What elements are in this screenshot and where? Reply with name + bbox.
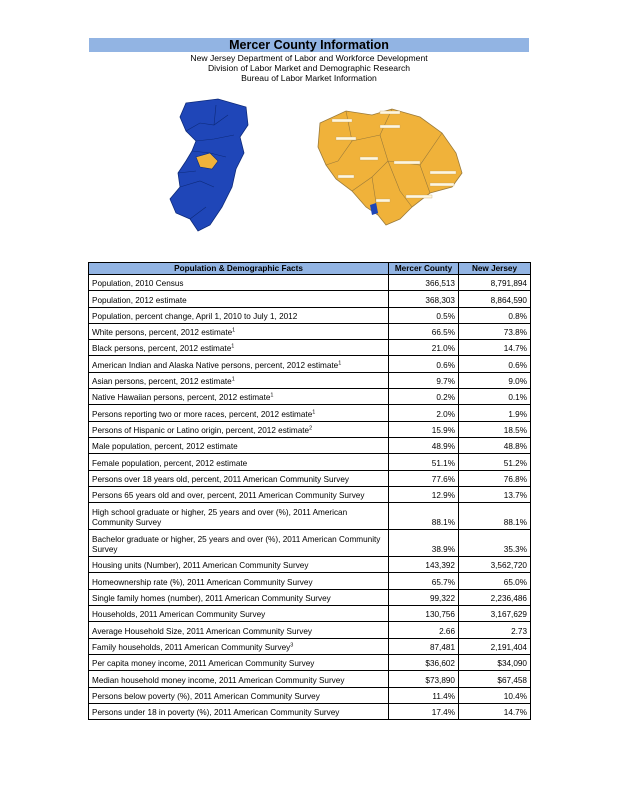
column-header-mercer: Mercer County [389, 263, 459, 275]
fact-label [89, 589, 389, 605]
table-row [89, 437, 531, 453]
fact-label-text: Homeownership rate (%), 2011 American Community Survey [92, 577, 313, 587]
fact-label-text: Housing units (Number), 2011 American Community Survey [92, 561, 309, 571]
fact-label [89, 671, 389, 687]
fact-label-text: Persons 65 years old and over, percent, 2011 American Community Survey [92, 491, 365, 501]
new-jersey-value: 13.7% [459, 486, 531, 502]
fact-label [89, 530, 389, 557]
fact-label-text: Population, percent change, April 1, 2010 to July 1, 2012 [92, 311, 298, 321]
mercer-value: 38.9% [389, 530, 459, 557]
mercer-value: 87,481 [389, 638, 459, 654]
new-jersey-value: 9.0% [459, 372, 531, 388]
new-jersey-value: 3,562,720 [459, 557, 531, 573]
mercer-value: 143,392 [389, 557, 459, 573]
demographic-facts-table [88, 262, 531, 720]
fact-label [89, 405, 389, 421]
fact-label [89, 606, 389, 622]
new-jersey-value: 14.7% [459, 340, 531, 356]
mercer-value: 366,513 [389, 275, 459, 291]
table-row [89, 530, 531, 557]
new-jersey-value: 3,167,629 [459, 606, 531, 622]
mercer-value: 11.4% [389, 687, 459, 703]
table-row [89, 372, 531, 388]
table-row [89, 389, 531, 405]
fact-label [89, 356, 389, 372]
footnote-marker: 1 [338, 360, 342, 367]
fact-label-text: Per capita money income, 2011 American Community Survey [92, 659, 315, 669]
new-jersey-value: 76.8% [459, 470, 531, 486]
new-jersey-value: 8,864,590 [459, 291, 531, 307]
fact-label-text: Persons over 18 years old, percent, 2011 American Community Survey [92, 474, 349, 484]
fact-label [89, 389, 389, 405]
table-row [89, 606, 531, 622]
fact-label [89, 557, 389, 573]
fact-label [89, 291, 389, 307]
fact-label-text: High school graduate or higher, 25 years and over (%), 2011 American Community Survey [92, 508, 348, 528]
new-jersey-value: $34,090 [459, 654, 531, 670]
fact-label-text: Persons under 18 in poverty (%), 2011 American Community Survey [92, 708, 340, 718]
mercer-value: 2.0% [389, 405, 459, 421]
new-jersey-value: 0.6% [459, 356, 531, 372]
table-row [89, 503, 531, 530]
new-jersey-value: 88.1% [459, 503, 531, 530]
footnote-marker: 1 [231, 343, 235, 350]
new-jersey-state-map [170, 99, 248, 231]
column-header-facts: Population & Demographic Facts [89, 263, 389, 275]
table-row [89, 421, 531, 437]
footnote-marker: 2 [309, 425, 313, 432]
table-row [89, 340, 531, 356]
new-jersey-value: 1.9% [459, 405, 531, 421]
new-jersey-value: 0.8% [459, 307, 531, 323]
fact-label [89, 573, 389, 589]
footnote-marker: 3 [290, 642, 294, 649]
fact-label [89, 372, 389, 388]
table-header-row [89, 263, 531, 275]
mercer-value: 368,303 [389, 291, 459, 307]
column-header-new-jersey: New Jersey [459, 263, 531, 275]
fact-label [89, 275, 389, 291]
fact-label-text: Households, 2011 American Community Survey [92, 610, 266, 620]
fact-label [89, 454, 389, 470]
fact-label-text: Population, 2010 Census [92, 279, 184, 289]
fact-label [89, 307, 389, 323]
footnote-marker: 1 [231, 376, 235, 383]
subtitle-line-2: Division of Labor Market and Demographic Research [207, 63, 411, 73]
new-jersey-value: 48.8% [459, 437, 531, 453]
fact-label [89, 340, 389, 356]
mercer-value: 15.9% [389, 421, 459, 437]
fact-label-text: Native Hawaiian persons, percent, 2012 estimate [92, 393, 271, 403]
table-row [89, 454, 531, 470]
mercer-value: 48.9% [389, 437, 459, 453]
new-jersey-value: 14.7% [459, 703, 531, 719]
table-row [89, 291, 531, 307]
fact-label-text: Family households, 2011 American Community Survey [92, 642, 291, 652]
fact-label-text: Single family homes (number), 2011 American Community Survey [92, 594, 331, 604]
new-jersey-value: 2,236,486 [459, 589, 531, 605]
mercer-county-map [318, 109, 462, 225]
fact-label [89, 622, 389, 638]
footnote-marker: 1 [312, 408, 316, 415]
table-row [89, 307, 531, 323]
maps-area [0, 95, 618, 235]
fact-label-text: White persons, percent, 2012 estimate [92, 328, 233, 338]
mercer-value: 0.6% [389, 356, 459, 372]
fact-label [89, 687, 389, 703]
table-row [89, 638, 531, 654]
new-jersey-value: 65.0% [459, 573, 531, 589]
mercer-value: 0.5% [389, 307, 459, 323]
mercer-value: $73,890 [389, 671, 459, 687]
fact-label-text: Persons below poverty (%), 2011 American Community Survey [92, 691, 320, 701]
fact-label-text: Persons reporting two or more races, percent, 2012 estimate [92, 409, 313, 419]
footnote-marker: 1 [232, 327, 236, 334]
fact-label [89, 654, 389, 670]
mercer-value: 2.66 [389, 622, 459, 638]
new-jersey-value: 10.4% [459, 687, 531, 703]
new-jersey-value: 73.8% [459, 323, 531, 339]
table-row [89, 323, 531, 339]
fact-label-text: Female population, percent, 2012 estimate [92, 458, 248, 468]
table-row [89, 703, 531, 719]
fact-label-text: Persons of Hispanic or Latino origin, percent, 2012 estimate [92, 425, 310, 435]
new-jersey-value: 8,791,894 [459, 275, 531, 291]
new-jersey-value: 18.5% [459, 421, 531, 437]
new-jersey-value: 2,191,404 [459, 638, 531, 654]
subtitle-line-3: Bureau of Labor Market Information [241, 73, 377, 83]
table-row [89, 486, 531, 502]
mercer-value: 77.6% [389, 470, 459, 486]
new-jersey-value: 35.3% [459, 530, 531, 557]
mercer-value: 66.5% [389, 323, 459, 339]
table-row [89, 470, 531, 486]
mercer-value: 130,756 [389, 606, 459, 622]
table-row [89, 622, 531, 638]
fact-label [89, 638, 389, 654]
table-row [89, 356, 531, 372]
footnote-marker: 1 [270, 392, 274, 399]
fact-label [89, 323, 389, 339]
table-row [89, 573, 531, 589]
fact-label-text: Asian persons, percent, 2012 estimate [92, 377, 232, 387]
new-jersey-value: 0.1% [459, 389, 531, 405]
fact-label [89, 437, 389, 453]
new-jersey-value: 51.2% [459, 454, 531, 470]
fact-label [89, 486, 389, 502]
fact-label-text: American Indian and Alaska Native persons, percent, 2012 estimate [92, 360, 339, 370]
fact-label-text: Median household money income, 2011 American Community Survey [92, 675, 345, 685]
page-title: Mercer County Information [89, 38, 529, 52]
table-row [89, 557, 531, 573]
table-row [89, 275, 531, 291]
table-row [89, 405, 531, 421]
mercer-value: 21.0% [389, 340, 459, 356]
mercer-value: 0.2% [389, 389, 459, 405]
table-row [89, 671, 531, 687]
subtitle-line-1: New Jersey Department of Labor and Workforce Development [190, 53, 428, 63]
fact-label-text: Average Household Size, 2011 American Community Survey [92, 626, 312, 636]
mercer-value: 99,322 [389, 589, 459, 605]
fact-label [89, 503, 389, 530]
table-row [89, 589, 531, 605]
mercer-value: 88.1% [389, 503, 459, 530]
mercer-value: 17.4% [389, 703, 459, 719]
fact-label-text: Male population, percent, 2012 estimate [92, 442, 238, 452]
mercer-value: 51.1% [389, 454, 459, 470]
table-row [89, 654, 531, 670]
mercer-value: $36,602 [389, 654, 459, 670]
fact-label-text: Bachelor graduate or higher, 25 years and over (%), 2011 American Community Survey [92, 535, 381, 555]
mercer-value: 9.7% [389, 372, 459, 388]
fact-label-text: Black persons, percent, 2012 estimate [92, 344, 232, 354]
fact-label-text: Population, 2012 estimate [92, 295, 187, 305]
new-jersey-value: 2.73 [459, 622, 531, 638]
mercer-value: 65.7% [389, 573, 459, 589]
mercer-value: 12.9% [389, 486, 459, 502]
table-body [89, 275, 531, 720]
fact-label [89, 703, 389, 719]
table-row [89, 687, 531, 703]
fact-label [89, 421, 389, 437]
fact-label [89, 470, 389, 486]
new-jersey-value: $67,458 [459, 671, 531, 687]
